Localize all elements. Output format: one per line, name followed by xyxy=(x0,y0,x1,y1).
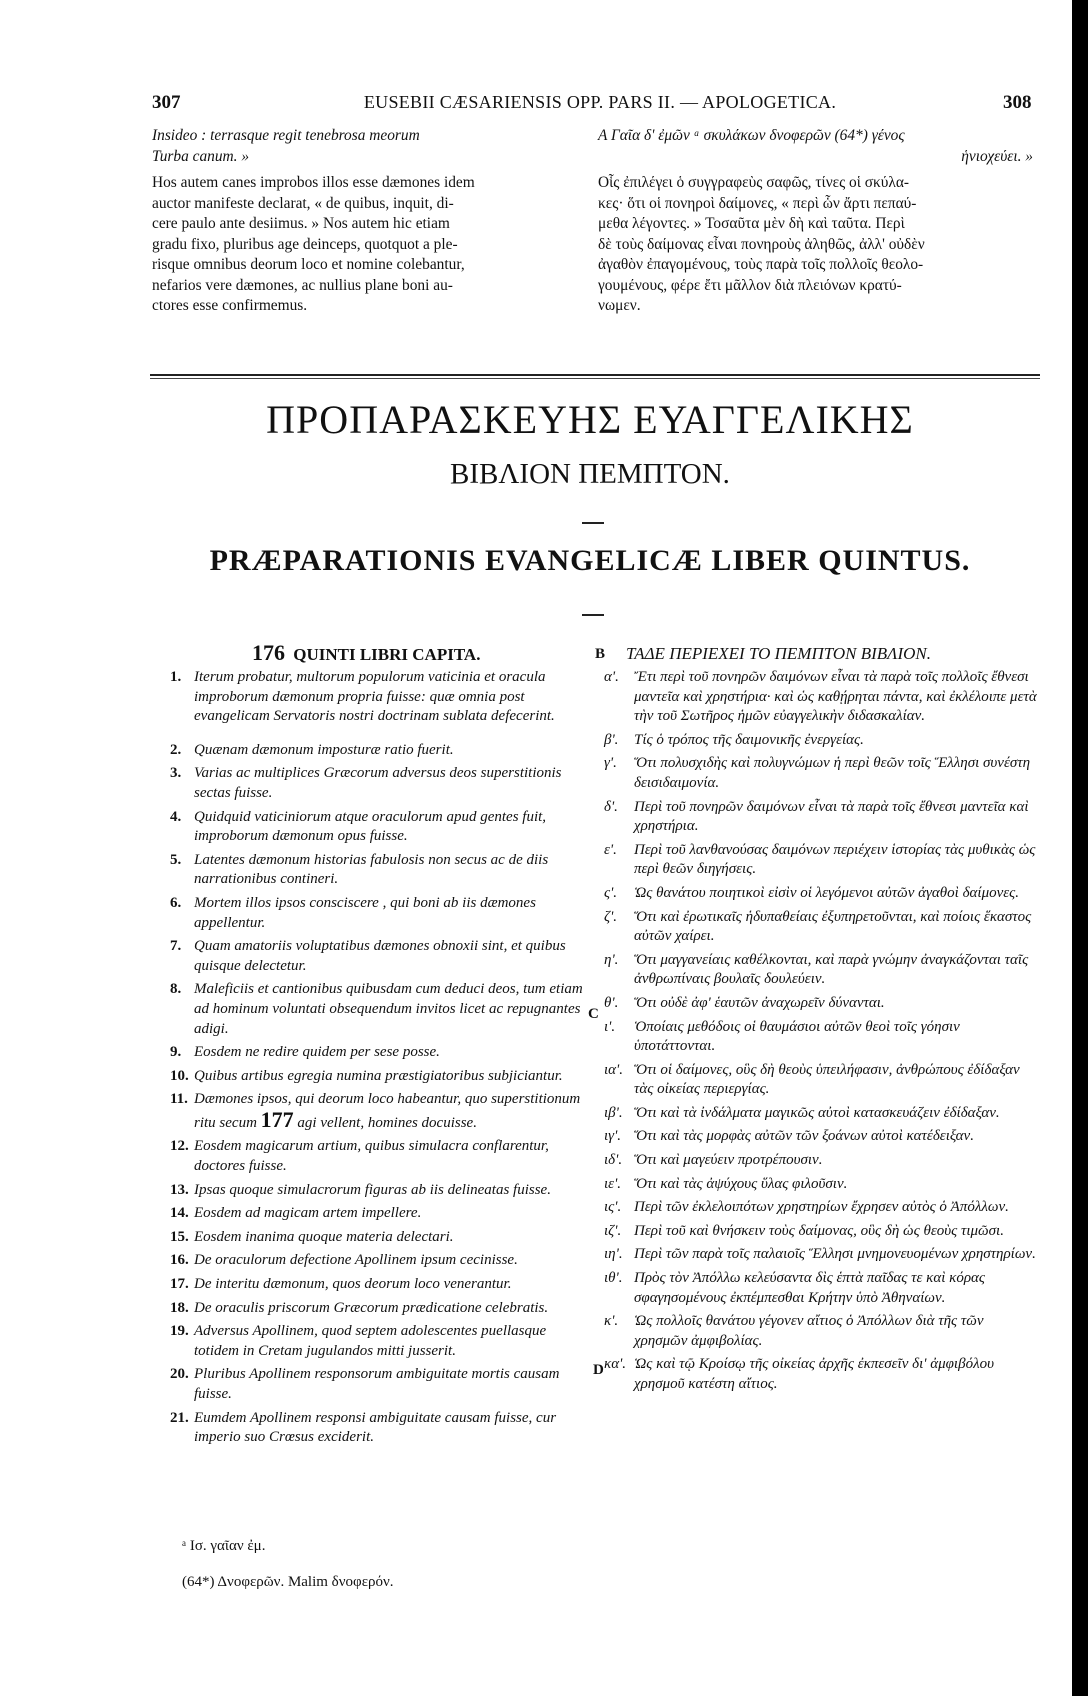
item-number: κ'. xyxy=(604,1313,619,1330)
item-number: 5. xyxy=(170,851,182,868)
greek-capita-heading: ΤΑΔΕ ΠΕΡΙΕΧΕΙ ΤΟ ΠΕΜΠΤΟΝ ΒΙΒΛΙΟΝ. xyxy=(626,644,931,663)
footnote-a: ᵃ Ισ. γαῖαν ἐμ. xyxy=(182,1538,266,1554)
item-text: Varias ac multiplices Græcorum adversus deos superstitionis sectas fuisse. xyxy=(194,765,562,801)
item-number: ιζ'. xyxy=(604,1222,622,1239)
item-text: Περὶ τοῦ λανθανούσας δαιμόνων περιέχειν ἱστορίας τὰς μυθικὰς ὡς περὶ θεῶν διηγήσεις. xyxy=(634,841,1036,878)
item-number: θ'. xyxy=(604,994,619,1011)
verse-line: Insideo : terrasque regit tenebrosa meorum xyxy=(152,127,420,144)
list-item xyxy=(170,764,590,803)
item-text: Τίς ὁ τρόπος τῆς δαιμονικῆς ἐνεργείας. xyxy=(634,731,864,748)
list-item xyxy=(604,908,1038,947)
list-item xyxy=(170,1043,590,1063)
item-text: De oraculorum defectione Apollinem ipsum cecinisse. xyxy=(194,1252,518,1269)
margin-letter-c: C xyxy=(588,1006,599,1022)
text-line: ctores esse confirmemus. xyxy=(152,297,308,314)
list-item xyxy=(170,1299,590,1319)
title-dash xyxy=(582,522,604,524)
item-number: 4. xyxy=(170,808,182,825)
column-number: 176 xyxy=(252,640,285,665)
item-text: Περὶ τοῦ πονηρῶν δαιμόνων εἶναι τὰ παρὰ τοῖς ἔθνεσι μαντεῖα καὶ χρηστήρια. xyxy=(634,798,1029,835)
item-number: 17. xyxy=(170,1276,189,1293)
verse-line: Turba canum. » xyxy=(152,147,250,165)
item-text: Quænam dæmonum imposturæ ratio fuerit. xyxy=(194,741,454,758)
item-number: ιδ'. xyxy=(604,1152,623,1169)
greek-book-subtitle: ΒΙΒΛΙΟΝ ΠΕΜΠΤΟΝ. xyxy=(450,458,730,490)
text-line: ἀγαθὸν ἐπαγομένους, τοὺς παρὰ τοῖς πολλοῖς θεολο- xyxy=(598,256,924,273)
item-number: γ'. xyxy=(604,755,617,772)
item-number: 6. xyxy=(170,894,182,911)
item-number: 13. xyxy=(170,1181,189,1198)
greek-book-title: ΠΡΟΠΑΡΑΣΚΕΥΗΣ ΕΥΑΓΓΕΛΙΚΗΣ xyxy=(266,397,914,442)
item-number: 8. xyxy=(170,981,182,998)
text-line: Οἷς ἐπιλέγει ὁ συγγραφεὺς σαφῶς, τίνες οἱ σκύλα- xyxy=(598,174,910,191)
right-page-number: 308 xyxy=(1003,92,1032,113)
list-item xyxy=(604,1018,1038,1057)
list-item xyxy=(170,1204,590,1224)
list-item xyxy=(170,1090,590,1133)
item-number: η'. xyxy=(604,951,619,968)
text-line: auctor manifeste declarat, « de quibus, inquit, di- xyxy=(152,194,454,212)
list-item xyxy=(170,1228,590,1248)
item-number: ζ'. xyxy=(604,908,618,925)
column-number: 177 xyxy=(260,1106,294,1132)
item-text: Eosdem ne redire quidem per sese posse. xyxy=(194,1044,440,1061)
item-number: 9. xyxy=(170,1044,182,1061)
list-item xyxy=(604,1061,1038,1100)
verse-line: ἡνιοχεύει. » xyxy=(961,147,1033,165)
list-item xyxy=(604,1355,1038,1394)
item-text: Eosdem magicarum artium, quibus simulacra conflarentur, doctores fuisse. xyxy=(194,1138,549,1175)
item-text: Περὶ τοῦ καὶ θνήσκειν τοὺς δαίμονας, οὓς δὴ ὡς θεοὺς τιμῶσι. xyxy=(634,1222,1004,1239)
item-text: agi vellent, homines docuisse. xyxy=(297,1114,477,1131)
item-number: 7. xyxy=(170,938,182,955)
item-text: Adversus Apollinem, quod septem adolescentes puellasque totidem in Cretam jugulandos mitti jusserit. xyxy=(194,1323,547,1359)
item-text: Ὅτι καὶ μαγεύειν προτρέπουσιν. xyxy=(634,1152,823,1169)
list-item xyxy=(604,1127,1038,1147)
text-line: νωμεν. xyxy=(598,297,641,314)
item-text: Ἔτι περὶ τοῦ πονηρῶν δαιμόνων εἶναι τὰ παρὰ τοῖς πολλοῖς ἔθνεσι μαντεῖα καὶ χρηστήρια· καὶ ὡς καθῄρηται πάντα, καὶ ἐκλέλοιπε μετὰ τὴν τοῦ Σωτῆρος ἡμῶν εὐαγγελικὴν διδασκαλίαν. xyxy=(634,669,1037,725)
footnotes xyxy=(182,1528,394,1600)
item-number: 14. xyxy=(170,1205,189,1222)
item-number: 11. xyxy=(170,1091,188,1108)
item-text: Ὅτι καὶ τὰς ἀψύχους ὕλας φιλοῦσιν. xyxy=(634,1175,848,1192)
list-item xyxy=(170,1409,590,1448)
list-item xyxy=(170,1067,590,1087)
list-item xyxy=(604,951,1038,990)
list-item xyxy=(170,668,590,727)
item-number: 15. xyxy=(170,1228,189,1245)
list-item xyxy=(170,937,590,976)
item-text: Eosdem inanima quoque materia delectari. xyxy=(194,1228,454,1245)
item-text: Ὅτι μαγγανείαις καθέλκονται, καὶ παρὰ γνώμην ἀναγκάζονται ταῖς ἀνθρωπίναις βουλαῖς δουλεύειν. xyxy=(634,951,1029,988)
item-text: Ὡς θανάτου ποιητικοὶ εἰσὶν οἱ λεγόμενοι αὐτῶν ἀγαθοὶ δαίμονες. xyxy=(634,884,1020,901)
left-page-number: 307 xyxy=(152,92,181,113)
text-line: cere paulo ante desiimus. » Nos autem hic etiam xyxy=(152,215,450,232)
item-text: Eumdem Apollinem responsi ambiguitate causam fuisse, cur imperio suo Crœsus exciderit. xyxy=(194,1409,557,1446)
item-text: Quam amatoriis voluptatibus dæmones obnoxii sint, et quibus quisque delectetur. xyxy=(194,938,566,974)
item-number: 16. xyxy=(170,1252,189,1269)
item-text: Ὅτι καὶ τὰς μορφὰς αὐτῶν τῶν ξοάνων αὐτοὶ κατέδειξαν. xyxy=(634,1128,974,1145)
greek-chapter-list xyxy=(604,668,1038,1399)
item-number: ιη'. xyxy=(604,1246,623,1263)
list-item xyxy=(604,884,1038,904)
list-item xyxy=(170,1137,590,1176)
verse-line: A Γαῖα δ' ἐμῶν ᵃ σκυλάκων δνοφερῶν (64*) γένος xyxy=(598,127,905,144)
item-text: Iterum probatur, multorum populorum vaticinia et oracula improborum dæmonum propria fuisse: quæ omnia post evangelicam Servatoris nostri doctrinam sublata defecerint. xyxy=(194,669,555,725)
item-number: ια'. xyxy=(604,1061,623,1078)
item-number: β'. xyxy=(604,731,619,748)
item-text: Ὡς πολλοῖς θανάτου γέγονεν αἴτιος ὁ Ἀπόλλων διὰ τῆς τῶν χρησμῶν ἀμφιβολίας. xyxy=(634,1313,984,1349)
item-text: Ὅτι καὶ τὰ ἰνδάλματα μαγικῶς αὐτοὶ κατασκευάζειν ἐδίδαξαν. xyxy=(634,1104,1000,1121)
item-text: Πρὸς τὸν Ἀπόλλω κελεύσαντα δὶς ἑπτὰ παῖδας τε καὶ κόρας σφαγησομένους ἐκπέμπεσθαι Κρήτην ὑπὸ Ἀθηναίων. xyxy=(634,1270,985,1306)
item-text: Quibus artibus egregia numina præstigiatoribus subjiciantur. xyxy=(194,1067,563,1084)
item-number: 19. xyxy=(170,1323,189,1340)
item-number: ς'. xyxy=(604,884,618,901)
list-item xyxy=(604,1222,1038,1242)
item-number: ε'. xyxy=(604,841,617,858)
intro-latin-column xyxy=(152,126,592,317)
text-line: gradu fixo, pluribus age deinceps, quotquot a ple- xyxy=(152,235,458,253)
latin-book-title: PRÆPARATIONIS EVANGELICÆ LIBER QUINTUS. xyxy=(209,544,971,577)
item-text: Ipsas quoque simulacrorum figuras ab iis delineatas fuisse. xyxy=(194,1181,551,1198)
item-text: Eosdem ad magicam artem impellere. xyxy=(194,1205,422,1222)
running-title: EUSEBII CÆSARIENSIS OPP. PARS II. — APOLOGETICA. xyxy=(363,92,837,112)
item-number: ιθ'. xyxy=(604,1270,623,1287)
item-text: Ὡς καὶ τῷ Κροίσῳ τῆς οἰκείας ἀρχῆς ἐκπεσεῖν δι' ἀμφιβόλου χρησμοῦ κατέστη αἴτιος. xyxy=(634,1356,994,1392)
intro-greek-column xyxy=(598,126,1033,317)
item-text: De oraculis priscorum Græcorum prædicatione celebratis. xyxy=(194,1299,549,1316)
item-number: ι'. xyxy=(604,1018,616,1035)
list-item xyxy=(170,851,590,890)
margin-letter-d: D xyxy=(593,1362,604,1378)
item-text: Latentes dæmonum historias fabulosis non secus ac de diis narrationibus contineri. xyxy=(194,851,549,888)
list-item xyxy=(170,808,590,847)
item-text: Maleficiis et cantionibus quibusdam cum deduci deos, tum etiam ad hominum voluntati obsequendum invitos licet ac repugnantes adigi. xyxy=(194,981,583,1037)
latin-chapter-list xyxy=(170,668,590,1452)
item-number: κα'. xyxy=(604,1356,627,1373)
list-item xyxy=(604,1175,1038,1195)
item-text: Ὅτι οἱ δαίμονες, οὓς δὴ θεοὺς ὑπειλήφασιν, ἀνθρώπους ἐδίδαξαν τὰς οἰκείας περιεργίας. xyxy=(634,1061,1020,1098)
item-number: 20. xyxy=(170,1366,189,1383)
latin-capita-heading-text: QUINTI LIBRI CAPITA. xyxy=(293,645,481,664)
item-number: 10. xyxy=(170,1067,189,1084)
section-rule xyxy=(150,374,1040,376)
item-number: ιγ'. xyxy=(604,1128,622,1145)
item-text: Mortem illos ipsos consciscere , qui boni ab iis dæmones appellentur. xyxy=(194,894,536,931)
item-number: 2. xyxy=(170,741,182,758)
item-number: 12. xyxy=(170,1138,189,1155)
list-item xyxy=(604,731,1038,751)
item-number: 3. xyxy=(170,765,182,782)
item-text: Ὁποίαις μεθόδοις οἱ θαυμάσιοι αὐτῶν θεοὶ τοῖς γόησιν ὑποτάττονται. xyxy=(634,1018,960,1055)
margin-letter-b: B xyxy=(595,646,606,662)
item-number: ιβ'. xyxy=(604,1104,623,1121)
text-line: risque omnibus deorum loco et nomine colebantur, xyxy=(152,256,465,273)
list-item xyxy=(604,1312,1038,1351)
item-number: ιε'. xyxy=(604,1175,622,1192)
text-line: δὲ τοὺς δαίμονας εἶναι πονηροὺς ἀληθῶς, ἀλλ' οὐδὲν xyxy=(598,235,925,253)
item-number: α'. xyxy=(604,669,619,685)
list-item xyxy=(170,1275,590,1295)
list-item xyxy=(604,1151,1038,1171)
item-text: Pluribus Apollinem responsorum ambiguitate mortis causam fuisse. xyxy=(194,1366,560,1402)
item-number: δ'. xyxy=(604,798,618,815)
item-text: Περὶ τῶν παρὰ τοῖς παλαιοῖς Ἕλλησι μνημονευομένων χρηστηρίων. xyxy=(634,1246,1036,1263)
list-item xyxy=(170,1365,590,1404)
item-number: 18. xyxy=(170,1299,189,1316)
list-item xyxy=(170,1322,590,1361)
item-text: Ὅτι πολυσχιδὴς καὶ πολυγνώμων ἡ περὶ θεῶν τοῖς Ἕλλησι συνέστη δεισιδαιμονία. xyxy=(634,755,1031,791)
list-item xyxy=(170,741,590,761)
text-line: nefarios vere dæmones, ac nullius plane boni au- xyxy=(152,276,453,294)
text-line: Hos autem canes improbos illos esse dæmones idem xyxy=(152,174,475,191)
item-text: Ὅτι οὐδὲ ἀφ' ἑαυτῶν ἀναχωρεῖν δύνανται. xyxy=(634,994,885,1011)
item-text: Ὅτι καὶ ἐρωτικαῖς ἡδυπαθείαις ἐξυπηρετοῦνται, καὶ ποίοις ἕκαστος αὐτῶν χαίρει. xyxy=(634,908,1032,945)
list-item xyxy=(170,1181,590,1201)
list-item xyxy=(604,1269,1038,1308)
list-item xyxy=(604,1245,1038,1265)
item-number: ις'. xyxy=(604,1199,622,1216)
latin-capita-heading xyxy=(252,640,480,666)
list-item xyxy=(604,1198,1038,1218)
list-item xyxy=(604,994,1038,1014)
title-dash xyxy=(582,614,604,616)
list-item xyxy=(170,980,590,1039)
item-number: 21. xyxy=(170,1409,189,1426)
item-text: Dæmones ipsos, qui deorum loco habeantur, quo superstitionum ritu secum xyxy=(194,1091,581,1131)
footnote-64: (64*) Δνοφερῶν. Malim δνοφερόν. xyxy=(182,1574,394,1590)
section-rule-thin xyxy=(150,378,1040,379)
list-item xyxy=(170,1251,590,1271)
item-text: De interitu dæmonum, quos deorum loco venerantur. xyxy=(194,1276,512,1293)
item-text: Quidquid vaticiniorum atque oraculorum apud gentes fuit, improborum dæmonum opus fuisse. xyxy=(194,808,547,845)
list-item xyxy=(604,798,1038,837)
list-item xyxy=(604,668,1038,727)
item-number: 1. xyxy=(170,669,182,685)
text-line: γουμένους, φέρε ἔτι μᾶλλον διὰ πλειόνων κρατύ- xyxy=(598,276,902,294)
list-item xyxy=(604,841,1038,880)
text-line: μεθα λέγοντες. » Τοσαῦτα μὲν δὴ καὶ ταῦτα. Περὶ xyxy=(598,215,905,232)
list-item xyxy=(170,894,590,933)
text-line: κες· ὅτι οἱ πονηροὶ δαίμονες, « περὶ ὧν ἄρτι πεπαύ- xyxy=(598,194,917,212)
list-item xyxy=(604,754,1038,793)
item-text: Περὶ τῶν ἐκλελοιπότων χρηστηρίων ἔχρησεν αὐτὸς ὁ Ἀπόλλων. xyxy=(634,1199,1009,1216)
list-item xyxy=(604,1104,1038,1124)
